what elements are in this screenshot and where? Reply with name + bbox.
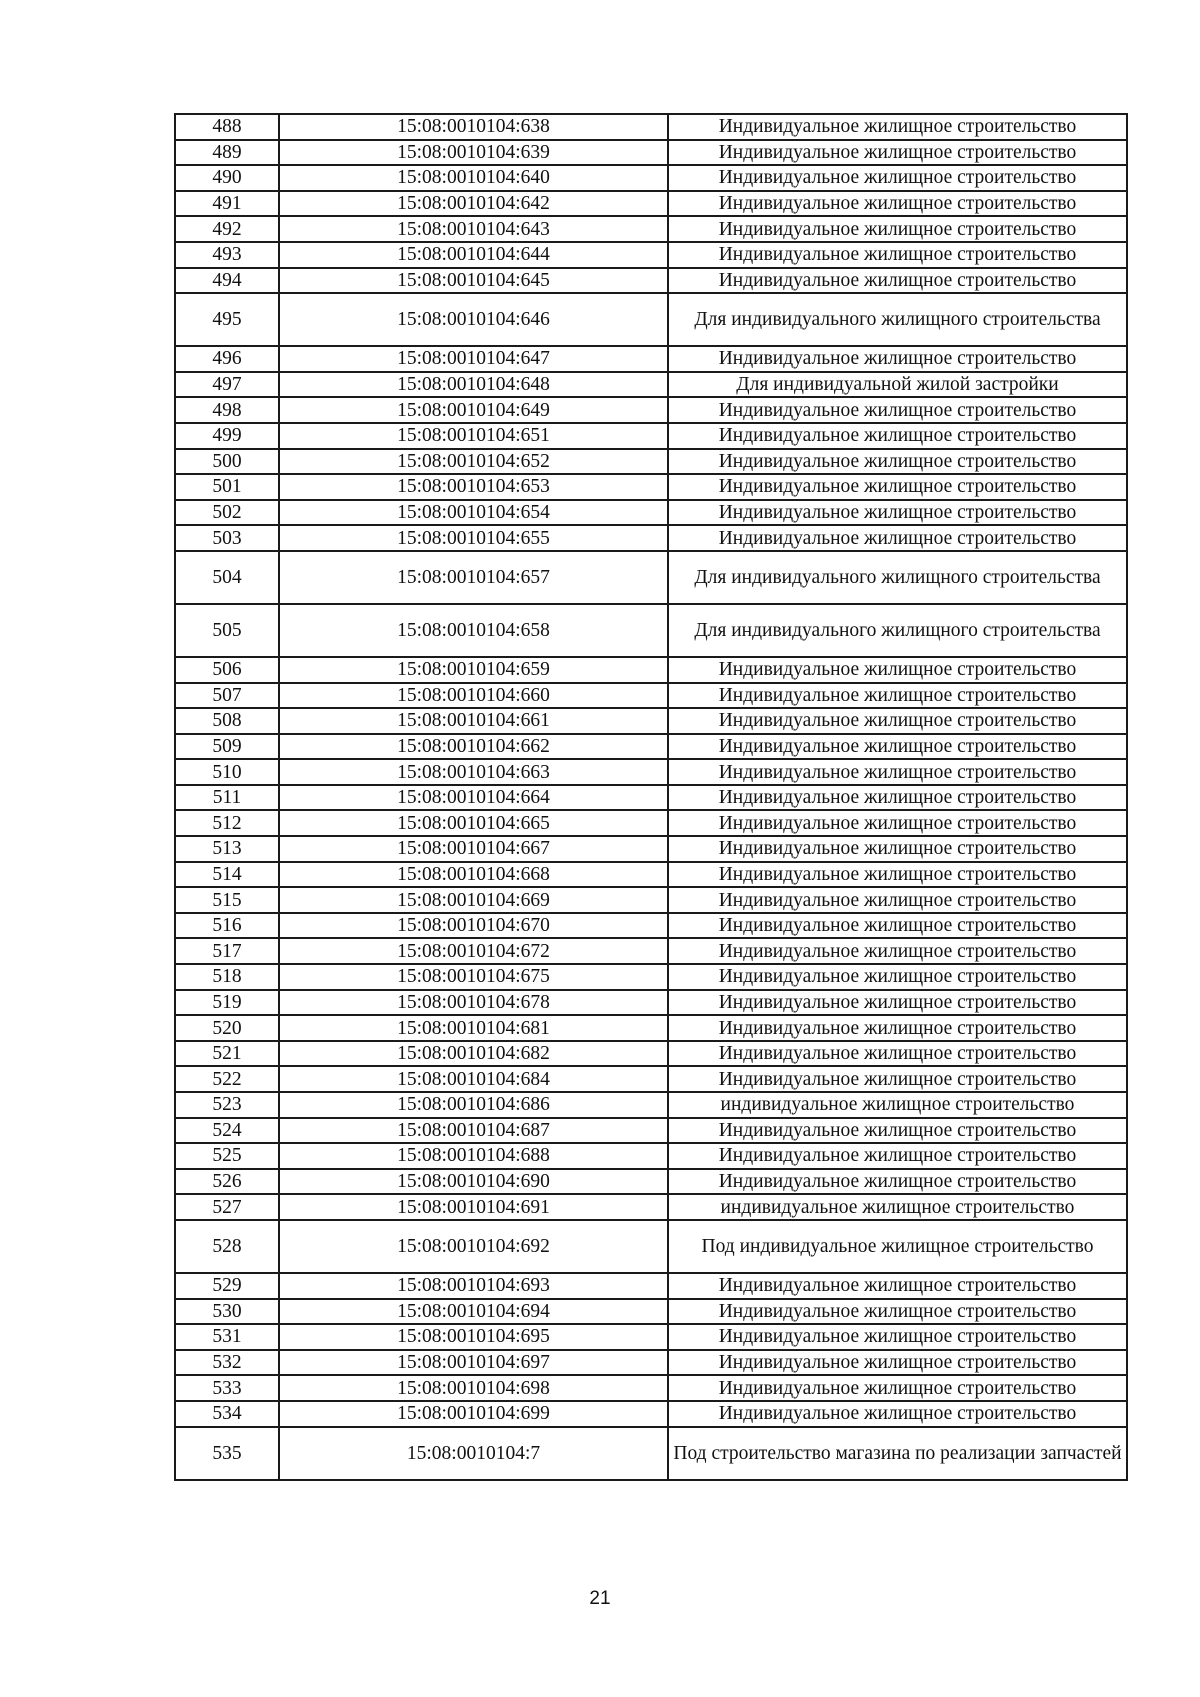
permitted-use: Индивидуальное жилищное строительство: [668, 1375, 1127, 1401]
table-row: [175, 1169, 1127, 1195]
cadastral-number: 15:08:0010104:691: [279, 1194, 668, 1220]
cadastral-number: 15:08:0010104:652: [279, 449, 668, 475]
permitted-use: Индивидуальное жилищное строительство: [668, 1324, 1127, 1350]
cadastral-number: 15:08:0010104:646: [279, 293, 668, 346]
table-row: [175, 683, 1127, 709]
permitted-use: Индивидуальное жилищное строительство: [668, 474, 1127, 500]
permitted-use: Индивидуальное жилищное строительство: [668, 836, 1127, 862]
table-body: [175, 114, 1127, 1480]
cadastral-number: 15:08:0010104:663: [279, 759, 668, 785]
table-row: [175, 862, 1127, 888]
permitted-use: Индивидуальное жилищное строительство: [668, 1041, 1127, 1067]
row-number: 507: [175, 683, 279, 709]
row-number: 528: [175, 1220, 279, 1273]
row-number: 496: [175, 346, 279, 372]
cadastral-number: 15:08:0010104:658: [279, 604, 668, 657]
permitted-use: Индивидуальное жилищное строительство: [668, 165, 1127, 191]
row-number: 512: [175, 810, 279, 836]
row-number: 534: [175, 1401, 279, 1427]
row-number: 488: [175, 114, 279, 140]
cadastral-number: 15:08:0010104:662: [279, 734, 668, 760]
cadastral-number: 15:08:0010104:694: [279, 1299, 668, 1325]
cadastral-number: 15:08:0010104:648: [279, 372, 668, 398]
table-row: [175, 1015, 1127, 1041]
table-row: [175, 1427, 1127, 1480]
row-number: 515: [175, 887, 279, 913]
permitted-use: Индивидуальное жилищное строительство: [668, 525, 1127, 551]
permitted-use: Индивидуальное жилищное строительство: [668, 887, 1127, 913]
table-row: [175, 165, 1127, 191]
table-row: [175, 474, 1127, 500]
row-number: 491: [175, 191, 279, 217]
row-number: 489: [175, 140, 279, 166]
table-row: [175, 964, 1127, 990]
table-row: [175, 938, 1127, 964]
row-number: 504: [175, 551, 279, 604]
permitted-use: Индивидуальное жилищное строительство: [668, 1066, 1127, 1092]
table-row: [175, 372, 1127, 398]
cadastral-number: 15:08:0010104:665: [279, 810, 668, 836]
permitted-use: Индивидуальное жилищное строительство: [668, 810, 1127, 836]
row-number: 516: [175, 913, 279, 939]
row-number: 499: [175, 423, 279, 449]
table-row: [175, 293, 1127, 346]
table-row: [175, 140, 1127, 166]
row-number: 494: [175, 268, 279, 294]
cadastral-number: 15:08:0010104:669: [279, 887, 668, 913]
cadastral-number: 15:08:0010104:647: [279, 346, 668, 372]
cadastral-number: 15:08:0010104:692: [279, 1220, 668, 1273]
permitted-use: Индивидуальное жилищное строительство: [668, 140, 1127, 166]
cadastral-number: 15:08:0010104:670: [279, 913, 668, 939]
permitted-use: Для индивидуального жилищного строительства: [668, 551, 1127, 604]
cadastral-number: 15:08:0010104:672: [279, 938, 668, 964]
permitted-use: индивидуальное жилищное строительство: [668, 1194, 1127, 1220]
row-number: 498: [175, 397, 279, 423]
cadastral-number: 15:08:0010104:661: [279, 708, 668, 734]
cadastral-number: 15:08:0010104:655: [279, 525, 668, 551]
row-number: 509: [175, 734, 279, 760]
cadastral-number: 15:08:0010104:687: [279, 1118, 668, 1144]
land-plots-table: [174, 113, 1128, 1481]
row-number: 525: [175, 1143, 279, 1169]
table-row: [175, 1324, 1127, 1350]
cadastral-number: 15:08:0010104:686: [279, 1092, 668, 1118]
cadastral-number: 15:08:0010104:642: [279, 191, 668, 217]
cadastral-number: 15:08:0010104:638: [279, 114, 668, 140]
table-row: [175, 990, 1127, 1016]
row-number: 518: [175, 964, 279, 990]
cadastral-number: 15:08:0010104:653: [279, 474, 668, 500]
permitted-use: Под строительство магазина по реализации запчастей: [668, 1427, 1127, 1480]
cadastral-number: 15:08:0010104:682: [279, 1041, 668, 1067]
permitted-use: Индивидуальное жилищное строительство: [668, 1118, 1127, 1144]
row-number: 530: [175, 1299, 279, 1325]
permitted-use: Индивидуальное жилищное строительство: [668, 785, 1127, 811]
cadastral-number: 15:08:0010104:7: [279, 1427, 668, 1480]
table-row: [175, 449, 1127, 475]
cadastral-number: 15:08:0010104:695: [279, 1324, 668, 1350]
row-number: 511: [175, 785, 279, 811]
row-number: 502: [175, 500, 279, 526]
row-number: 495: [175, 293, 279, 346]
table-row: [175, 397, 1127, 423]
cadastral-number: 15:08:0010104:684: [279, 1066, 668, 1092]
permitted-use: Индивидуальное жилищное строительство: [668, 114, 1127, 140]
table-row: [175, 1401, 1127, 1427]
permitted-use: Индивидуальное жилищное строительство: [668, 1143, 1127, 1169]
page-number: 21: [589, 1588, 611, 1609]
table-row: [175, 657, 1127, 683]
permitted-use: Индивидуальное жилищное строительство: [668, 346, 1127, 372]
permitted-use: Индивидуальное жилищное строительство: [668, 397, 1127, 423]
row-number: 513: [175, 836, 279, 862]
table-row: [175, 1092, 1127, 1118]
table-row: [175, 1375, 1127, 1401]
table-row: [175, 785, 1127, 811]
row-number: 510: [175, 759, 279, 785]
row-number: 492: [175, 216, 279, 242]
permitted-use: индивидуальное жилищное строительство: [668, 1092, 1127, 1118]
cadastral-number: 15:08:0010104:699: [279, 1401, 668, 1427]
table-row: [175, 1041, 1127, 1067]
table-row: [175, 734, 1127, 760]
row-number: 523: [175, 1092, 279, 1118]
table-row: [175, 551, 1127, 604]
table-row: [175, 759, 1127, 785]
permitted-use: Для индивидуального жилищного строительства: [668, 604, 1127, 657]
row-number: 529: [175, 1273, 279, 1299]
permitted-use: Индивидуальное жилищное строительство: [668, 1350, 1127, 1376]
table-row: [175, 1273, 1127, 1299]
row-number: 506: [175, 657, 279, 683]
permitted-use: Индивидуальное жилищное строительство: [668, 216, 1127, 242]
row-number: 524: [175, 1118, 279, 1144]
row-number: 522: [175, 1066, 279, 1092]
cadastral-number: 15:08:0010104:644: [279, 242, 668, 268]
cadastral-number: 15:08:0010104:639: [279, 140, 668, 166]
cadastral-number: 15:08:0010104:697: [279, 1350, 668, 1376]
cadastral-number: 15:08:0010104:668: [279, 862, 668, 888]
permitted-use: Индивидуальное жилищное строительство: [668, 1401, 1127, 1427]
table-row: [175, 1194, 1127, 1220]
row-number: 501: [175, 474, 279, 500]
cadastral-number: 15:08:0010104:681: [279, 1015, 668, 1041]
permitted-use: Индивидуальное жилищное строительство: [668, 862, 1127, 888]
cadastral-number: 15:08:0010104:675: [279, 964, 668, 990]
table-row: [175, 114, 1127, 140]
table-row: [175, 423, 1127, 449]
table-row: [175, 887, 1127, 913]
row-number: 500: [175, 449, 279, 475]
row-number: 535: [175, 1427, 279, 1480]
cadastral-number: 15:08:0010104:660: [279, 683, 668, 709]
row-number: 533: [175, 1375, 279, 1401]
row-number: 526: [175, 1169, 279, 1195]
row-number: 517: [175, 938, 279, 964]
permitted-use: Индивидуальное жилищное строительство: [668, 449, 1127, 475]
cadastral-number: 15:08:0010104:667: [279, 836, 668, 862]
table-row: [175, 1220, 1127, 1273]
table-row: [175, 913, 1127, 939]
permitted-use: Индивидуальное жилищное строительство: [668, 500, 1127, 526]
cadastral-number: 15:08:0010104:688: [279, 1143, 668, 1169]
cadastral-number: 15:08:0010104:651: [279, 423, 668, 449]
permitted-use: Индивидуальное жилищное строительство: [668, 990, 1127, 1016]
row-number: 490: [175, 165, 279, 191]
row-number: 519: [175, 990, 279, 1016]
table-row: [175, 836, 1127, 862]
table-row: [175, 346, 1127, 372]
permitted-use: Индивидуальное жилищное строительство: [668, 1169, 1127, 1195]
table-row: [175, 1143, 1127, 1169]
permitted-use: Индивидуальное жилищное строительство: [668, 1015, 1127, 1041]
row-number: 505: [175, 604, 279, 657]
row-number: 527: [175, 1194, 279, 1220]
table-row: [175, 525, 1127, 551]
permitted-use: Индивидуальное жилищное строительство: [668, 683, 1127, 709]
cadastral-number: 15:08:0010104:640: [279, 165, 668, 191]
permitted-use: Для индивидуальной жилой застройки: [668, 372, 1127, 398]
table-row: [175, 1350, 1127, 1376]
cadastral-number: 15:08:0010104:678: [279, 990, 668, 1016]
cadastral-number: 15:08:0010104:649: [279, 397, 668, 423]
row-number: 497: [175, 372, 279, 398]
cadastral-number: 15:08:0010104:698: [279, 1375, 668, 1401]
table-row: [175, 708, 1127, 734]
row-number: 493: [175, 242, 279, 268]
cadastral-number: 15:08:0010104:693: [279, 1273, 668, 1299]
cadastral-number: 15:08:0010104:657: [279, 551, 668, 604]
table-row: [175, 191, 1127, 217]
cadastral-number: 15:08:0010104:664: [279, 785, 668, 811]
table-row: [175, 604, 1127, 657]
permitted-use: Индивидуальное жилищное строительство: [668, 964, 1127, 990]
permitted-use: Индивидуальное жилищное строительство: [668, 734, 1127, 760]
permitted-use: Индивидуальное жилищное строительство: [668, 191, 1127, 217]
table-row: [175, 1066, 1127, 1092]
permitted-use: Индивидуальное жилищное строительство: [668, 657, 1127, 683]
cadastral-number: 15:08:0010104:690: [279, 1169, 668, 1195]
row-number: 520: [175, 1015, 279, 1041]
table-row: [175, 242, 1127, 268]
table-row: [175, 500, 1127, 526]
row-number: 532: [175, 1350, 279, 1376]
permitted-use: Для индивидуального жилищного строительства: [668, 293, 1127, 346]
permitted-use: Индивидуальное жилищное строительство: [668, 708, 1127, 734]
permitted-use: Индивидуальное жилищное строительство: [668, 242, 1127, 268]
row-number: 521: [175, 1041, 279, 1067]
table-row: [175, 1299, 1127, 1325]
permitted-use: Под индивидуальное жилищное строительство: [668, 1220, 1127, 1273]
table-row: [175, 216, 1127, 242]
permitted-use: Индивидуальное жилищное строительство: [668, 423, 1127, 449]
table-row: [175, 268, 1127, 294]
table-row: [175, 1118, 1127, 1144]
permitted-use: Индивидуальное жилищное строительство: [668, 268, 1127, 294]
cadastral-number: 15:08:0010104:654: [279, 500, 668, 526]
row-number: 531: [175, 1324, 279, 1350]
permitted-use: Индивидуальное жилищное строительство: [668, 913, 1127, 939]
row-number: 503: [175, 525, 279, 551]
cadastral-number: 15:08:0010104:659: [279, 657, 668, 683]
row-number: 508: [175, 708, 279, 734]
permitted-use: Индивидуальное жилищное строительство: [668, 759, 1127, 785]
row-number: 514: [175, 862, 279, 888]
permitted-use: Индивидуальное жилищное строительство: [668, 938, 1127, 964]
permitted-use: Индивидуальное жилищное строительство: [668, 1273, 1127, 1299]
permitted-use: Индивидуальное жилищное строительство: [668, 1299, 1127, 1325]
cadastral-number: 15:08:0010104:645: [279, 268, 668, 294]
cadastral-number: 15:08:0010104:643: [279, 216, 668, 242]
table-row: [175, 810, 1127, 836]
